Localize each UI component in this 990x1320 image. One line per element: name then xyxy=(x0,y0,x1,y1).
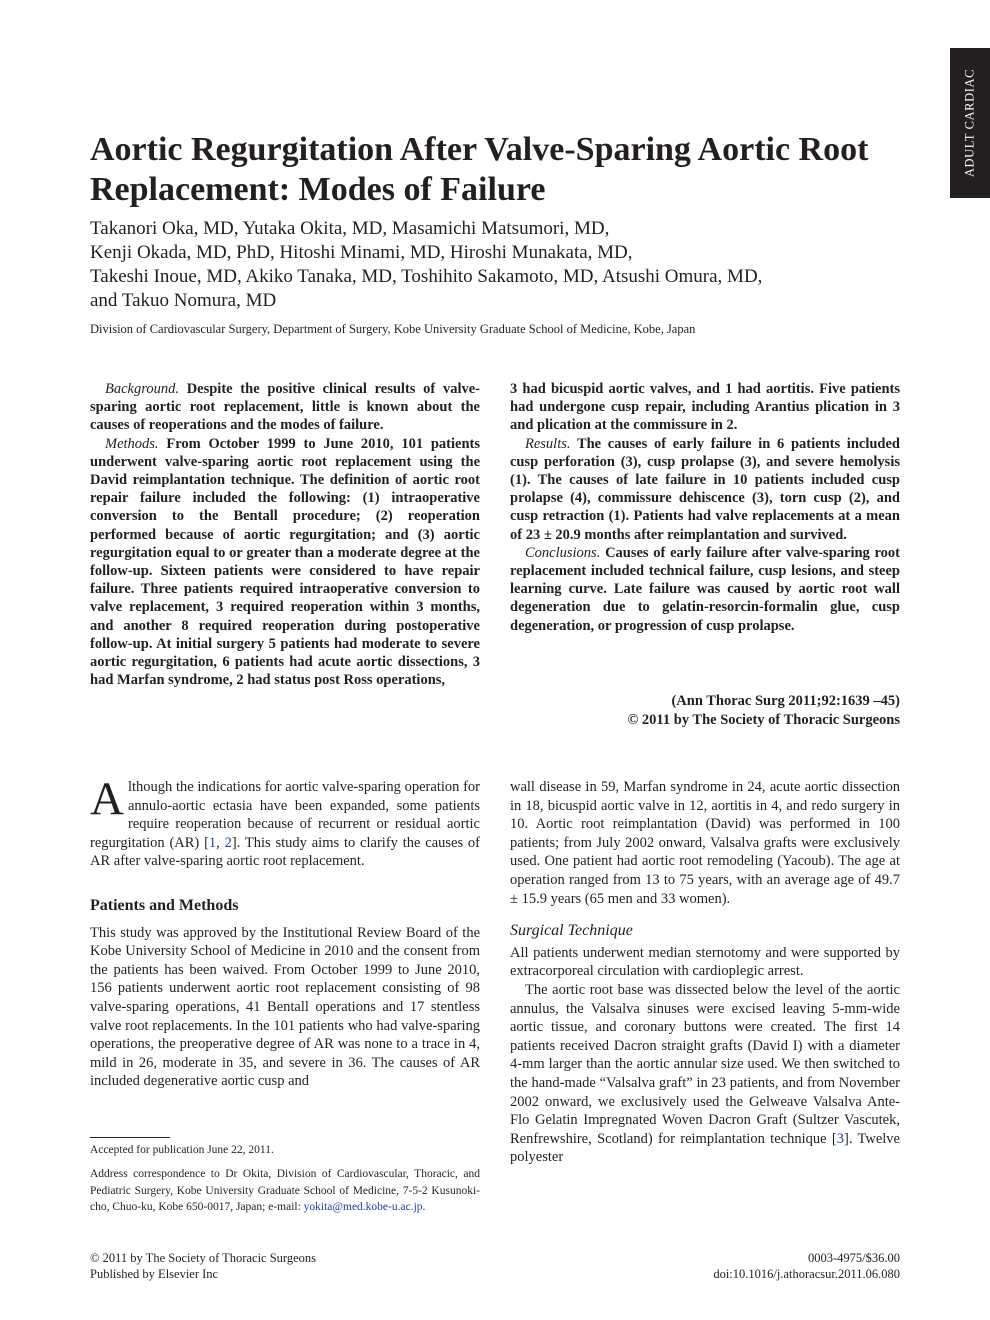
body-column-right xyxy=(510,778,900,1167)
patients-paragraph-continued: wall disease in 59, Marfan syndrome in 24, acute aortic dissection in 18, bicuspid aortic valve in 12, aortitis in 4, and redo surgery in 10. Aortic root reimplantation (David) was performed in 100 patients; from July 2002 onward, Valsalva grafts were exclusively used. One patient had aortic root remodeling (Yacoub). The age at operation ranged from 13 to 75 years, with an average age of 49.7 ± 15.9 years (65 men and 33 women). xyxy=(510,779,900,907)
patients-paragraph: This study was approved by the Institutional Review Board of the Kobe University School of Medicine in 2010 and the consent from the patients has been waived. From October 1999 to June 2010, 156 patients underwent aortic root replacement consisting of 98 valve-sparing operations, 41 Bentall operations and 17 stentless valve root replacements. In the 101 patients who had valve-sparing operations, the preoperative degree of AR was none to a trace in 4, mild in 26, moderate in 35, and severe in 36. The causes of AR included degenerative aortic cusp and xyxy=(90,924,480,1090)
abstract-methods xyxy=(90,435,480,690)
body-column-left xyxy=(90,773,481,1091)
footer-doi: doi:10.1016/j.athoracsur.2011.06.080 xyxy=(713,1266,900,1281)
footer-publisher: Published by Elsevier Inc xyxy=(90,1266,219,1281)
reference-separator: , xyxy=(216,834,225,851)
intro-text-end: ]. This study aims to clarify the causes of AR after valve-sparing aortic root replacement. xyxy=(90,834,481,870)
background-text: Despite the positive clinical results of valve-sparing aortic root replacement, little is known about the causes of reoperations and the modes of failure. xyxy=(90,381,480,434)
surgical-paragraph: All patients underwent median sternotomy and were supported by extracorporeal circulation with cardioplegic arrest. xyxy=(510,944,900,980)
author-line: Takeshi Inoue, MD, Akiko Tanaka, MD, Toshihito Sakamoto, MD, Atsushi Omura, MD, xyxy=(90,266,763,287)
abstract-conclusions xyxy=(510,544,900,635)
footnote-rule xyxy=(90,1137,170,1138)
intro-text: lthough the indications for aortic valve-sparing operation for annulo-aortic ectasia have been expanded, some patients require reoperation because of recurrent or residual aortic regurgitation (AR) [ xyxy=(90,779,480,851)
author-list xyxy=(90,217,910,313)
affiliation: Division of Cardiovascular Surgery, Department of Surgery, Kobe University Graduate School of Medicine, Kobe, Japan xyxy=(90,322,696,336)
drop-cap: A xyxy=(90,773,124,825)
address-text: Address correspondence to Dr Okita, Division of Cardiovascular, Thoracic, and Pediatric Surgery, Kobe University Graduate School of Medicine, 7-5-2 Kusunoki-cho, Chuo-ku, Kobe 650-0017, Japan; e-mail: xyxy=(90,1168,480,1213)
section-heading: Patients and Methods xyxy=(90,896,239,914)
abstract-column-right xyxy=(510,380,900,635)
surgical-paragraph-2 xyxy=(510,981,900,1167)
footer-copyright: © 2011 by The Society of Thoracic Surgeons xyxy=(90,1251,317,1265)
conclusions-text: Causes of early failure after valve-sparing root replacement included technical failure, cusp lesions, and steep learning curve. Late failure was caused by aortic root wall degeneration due to gelatin-resorcin-formalin glue, cusp degeneration, or progression of cusp prolapse. xyxy=(510,544,901,634)
footer-right xyxy=(600,1251,900,1282)
footer-left xyxy=(90,1251,316,1282)
methods-text: From October 1999 to June 2010, 101 patients underwent valve-sparing aortic root replacement using the David reimplantation technique. The definition of aortic root repair failure included the following: (1) intraoperative conversion to the Bentall procedure; (2) reoperation performed because of aortic regurgitation; and (3) aortic regurgitation equal to or greater than a moderate degree at the follow-up. Sixteen patients were considered to have repair failure. Three patients required intraoperative conversion to valve replacement, 3 required reoperation within 3 months, and another 8 required reoperation during postoperative follow-up. At initial surgery 5 patients had moderate to severe aortic regurgitation, 6 patients had acute aortic dissections, 3 had Marfan syndrome, 2 had status post Ross operations, xyxy=(90,435,480,689)
conclusions-label: Conclusions. xyxy=(525,544,601,561)
journal-citation: (Ann Thorac Surg 2011;92:1639 –45) xyxy=(671,693,900,709)
section-tab xyxy=(950,48,990,198)
methods-label: Methods. xyxy=(105,435,159,452)
abstract-results xyxy=(510,435,900,544)
subsection-heading: Surgical Technique xyxy=(510,922,633,940)
author-line: Takanori Oka, MD, Yutaka Okita, MD, Masamichi Matsumori, MD, xyxy=(90,218,610,239)
abstract-column-left xyxy=(90,380,480,689)
email-link[interactable]: yokita@med.kobe-u.ac.jp xyxy=(303,1201,423,1213)
section-tab-label: ADULT CARDIAC xyxy=(962,68,977,178)
background-label: Background. xyxy=(105,381,179,397)
reference-link[interactable]: 1 xyxy=(208,834,217,851)
article-title: Aortic Regurgitation After Valve-Sparing Aortic Root Replacement: Modes of Failure xyxy=(90,131,869,208)
surgical-text: The aortic root base was dissected below the level of the aortic annulus, the Valsalva sinuses were excised leaving 5-mm-wide aortic tissue, and coronary buttons were created. The first 14 patients received Dacron straight grafts (David I) with a diameter 4-mm larger than the aortic annular size used. We then switched to the hand-made “Valsalva graft” in 23 patients, and from November 2002 onward, we exclusively used the Gelweave Valsalva Ante-Flo Gelatin Impregnated Woven Dacron Graft (Sultzer Vascutek, Renfrewshire, Scotland) for reimplantation technique [ xyxy=(510,981,900,1147)
abstract-background xyxy=(90,380,480,435)
footer-issn: 0003-4975/$36.00 xyxy=(807,1251,900,1265)
author-line: and Takuo Nomura, MD xyxy=(90,290,277,311)
reference-link[interactable]: 3 xyxy=(836,1130,844,1147)
citation-copyright: © 2011 by The Society of Thoracic Surgeons xyxy=(627,711,900,728)
citation-block xyxy=(560,692,900,729)
intro-paragraph xyxy=(90,773,481,871)
reference-link[interactable]: 2 xyxy=(224,834,232,851)
footnote-address xyxy=(90,1166,480,1216)
address-end: . xyxy=(422,1201,426,1213)
methods-continued: 3 had bicuspid aortic valves, and 1 had aortitis. Five patients had undergone cusp repair, including Arantius plication in 3 and plication at the commissure in 2. xyxy=(510,381,900,434)
surgical-text-end: ]. Twelve polyester xyxy=(510,1130,900,1166)
results-label: Results. xyxy=(525,435,571,452)
footnote-accepted: Accepted for publication June 22, 2011. xyxy=(90,1144,274,1156)
author-line: Kenji Okada, MD, PhD, Hitoshi Minami, MD, Hiroshi Munakata, MD, xyxy=(90,242,633,263)
results-text: The causes of early failure in 6 patients included cusp perforation (3), cusp prolapse (3), and severe hemolysis (1). The causes of late failure in 10 patients included cusp prolapse (4), commissure dehiscence (3), torn cusp (2), and cusp retraction (1). Patients had valve replacements at a mean of 23 ± 20.9 months after reimplantation and survived. xyxy=(510,435,900,543)
